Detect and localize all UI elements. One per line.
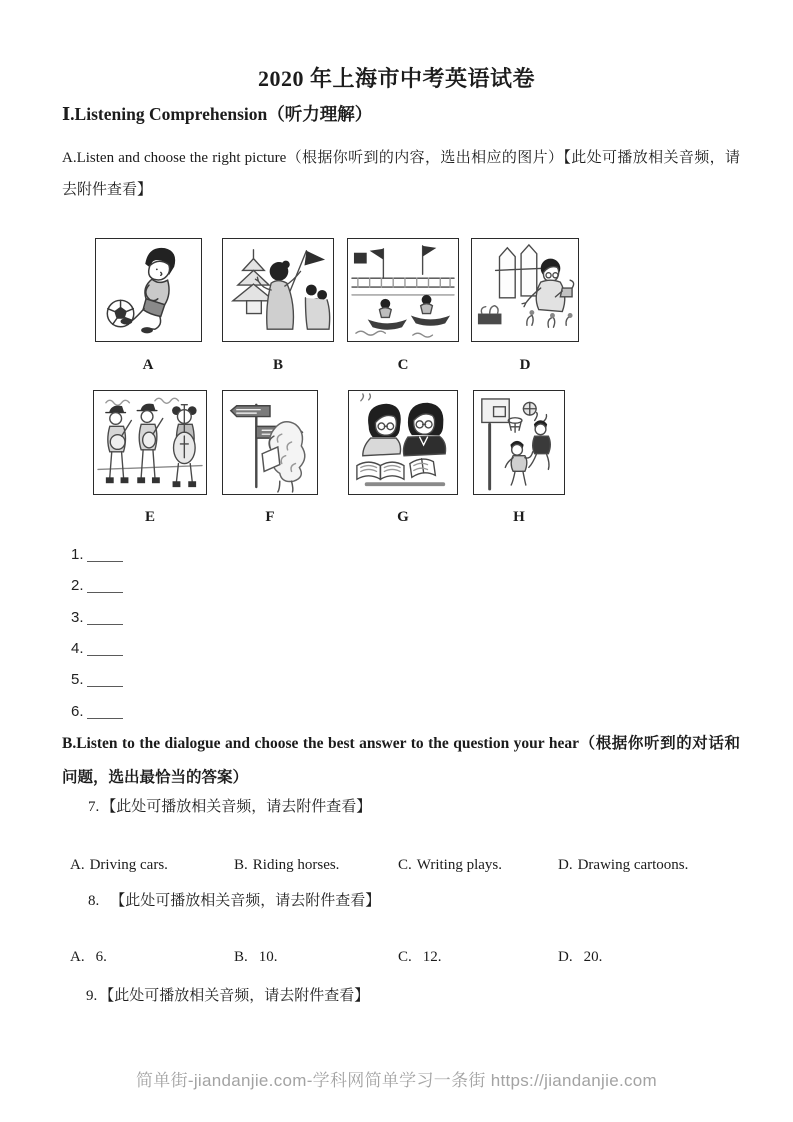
footer-watermark: 简单街-jiandanjie.com-学科网简单学习一条街 https://jiandanjie.com bbox=[135, 1071, 658, 1090]
option-a bbox=[70, 857, 234, 874]
part-b-instruction: B.Listen to the dialogue and choose the best answer to the question your hear（根据你听到的对话和问题，选出最恰当的答案） bbox=[62, 735, 740, 786]
blank-number: 3. bbox=[71, 609, 84, 626]
question-number: 8. bbox=[88, 893, 100, 909]
picture-label-h: H bbox=[513, 509, 525, 525]
answer-line-2 bbox=[71, 577, 123, 599]
question-7-line bbox=[88, 795, 371, 816]
picture-box-h bbox=[473, 390, 565, 495]
option-key: D. bbox=[558, 857, 573, 873]
answer-blank bbox=[87, 705, 123, 719]
option-key: D. bbox=[558, 949, 573, 965]
option-d bbox=[558, 949, 602, 966]
picture-box-a bbox=[95, 238, 202, 342]
option-d bbox=[558, 857, 688, 874]
option-b bbox=[234, 857, 398, 874]
picture-box-d bbox=[471, 238, 579, 342]
answer-blank bbox=[87, 673, 123, 687]
picture-box-b bbox=[222, 238, 334, 342]
question-8-options bbox=[70, 949, 602, 966]
option-c bbox=[398, 949, 558, 966]
option-text: Riding horses. bbox=[252, 857, 340, 873]
audio-note: 【此处可播放相关音频，请去附件查看】 bbox=[99, 988, 370, 1004]
answer-line-4 bbox=[71, 640, 123, 662]
picture-label-b: B bbox=[272, 357, 283, 373]
question-8-line bbox=[88, 889, 380, 910]
picture-box-f bbox=[222, 390, 318, 495]
option-key: A. bbox=[70, 949, 85, 965]
picture-label-g: G bbox=[397, 509, 409, 525]
string-band-illustration bbox=[94, 391, 206, 494]
football-boy-illustration bbox=[96, 239, 201, 341]
answer-blank bbox=[87, 642, 123, 656]
answer-blank bbox=[87, 611, 123, 625]
blank-number: 4. bbox=[71, 640, 84, 657]
option-text: Drawing cartoons. bbox=[577, 857, 689, 873]
page-title: 2020 年上海市中考英语试卷 bbox=[257, 66, 535, 91]
part-a-instruction: A.Listen and choose the right picture（根据你听到的内容，选出相应的图片）【此处可播放相关音频，请去附件查看】 bbox=[62, 150, 740, 198]
answer-line-5 bbox=[71, 671, 123, 693]
picture-label-f: F bbox=[265, 509, 275, 525]
picture-box-g bbox=[348, 390, 458, 495]
section-heading-listening: Ⅰ.Listening Comprehension（听力理解） bbox=[62, 104, 373, 124]
woman-gardening-illustration bbox=[472, 239, 578, 341]
option-key: A. bbox=[70, 857, 85, 873]
option-b bbox=[234, 949, 398, 966]
option-c bbox=[398, 857, 558, 874]
option-key: B. bbox=[234, 857, 248, 873]
picture-label-d: D bbox=[519, 357, 531, 373]
answer-blank bbox=[87, 548, 123, 562]
blank-number: 6. bbox=[71, 703, 84, 720]
question-number: 7. bbox=[88, 799, 100, 815]
option-text: 20. bbox=[583, 949, 603, 965]
option-text: Writing plays. bbox=[416, 857, 502, 873]
answer-line-3 bbox=[71, 609, 123, 631]
question-number: 9. bbox=[86, 988, 98, 1004]
blank-number: 1. bbox=[71, 546, 84, 563]
option-key: C. bbox=[398, 857, 412, 873]
picture-box-c bbox=[347, 238, 459, 342]
answer-blank bbox=[87, 579, 123, 593]
picture-box-e bbox=[93, 390, 207, 495]
basketball-kids-illustration bbox=[474, 391, 564, 494]
blank-number: 2. bbox=[71, 577, 84, 594]
option-text: 6. bbox=[95, 949, 107, 965]
option-text: 10. bbox=[258, 949, 278, 965]
audio-note: 【此处可播放相关音频，请去附件查看】 bbox=[101, 799, 372, 815]
option-text: Driving cars. bbox=[89, 857, 168, 873]
picture-label-e: E bbox=[144, 509, 155, 525]
option-text: 12. bbox=[422, 949, 442, 965]
answer-line-6 bbox=[71, 703, 123, 725]
boat-race-flags-illustration bbox=[348, 239, 458, 341]
tour-guide-flag-pagoda-illustration bbox=[223, 239, 333, 341]
option-a bbox=[70, 949, 234, 966]
option-key: C. bbox=[398, 949, 412, 965]
answer-line-1 bbox=[71, 546, 123, 568]
question-9-line bbox=[86, 984, 369, 1005]
girl-at-signpost-illustration bbox=[223, 391, 317, 494]
picture-label-a: A bbox=[142, 357, 154, 373]
audio-note: 【此处可播放相关音频，请去附件查看】 bbox=[110, 893, 381, 909]
question-7-options bbox=[70, 857, 688, 874]
picture-label-c: C bbox=[397, 357, 409, 373]
students-studying-illustration bbox=[349, 391, 457, 494]
blank-number: 5. bbox=[71, 671, 84, 688]
option-key: B. bbox=[234, 949, 248, 965]
